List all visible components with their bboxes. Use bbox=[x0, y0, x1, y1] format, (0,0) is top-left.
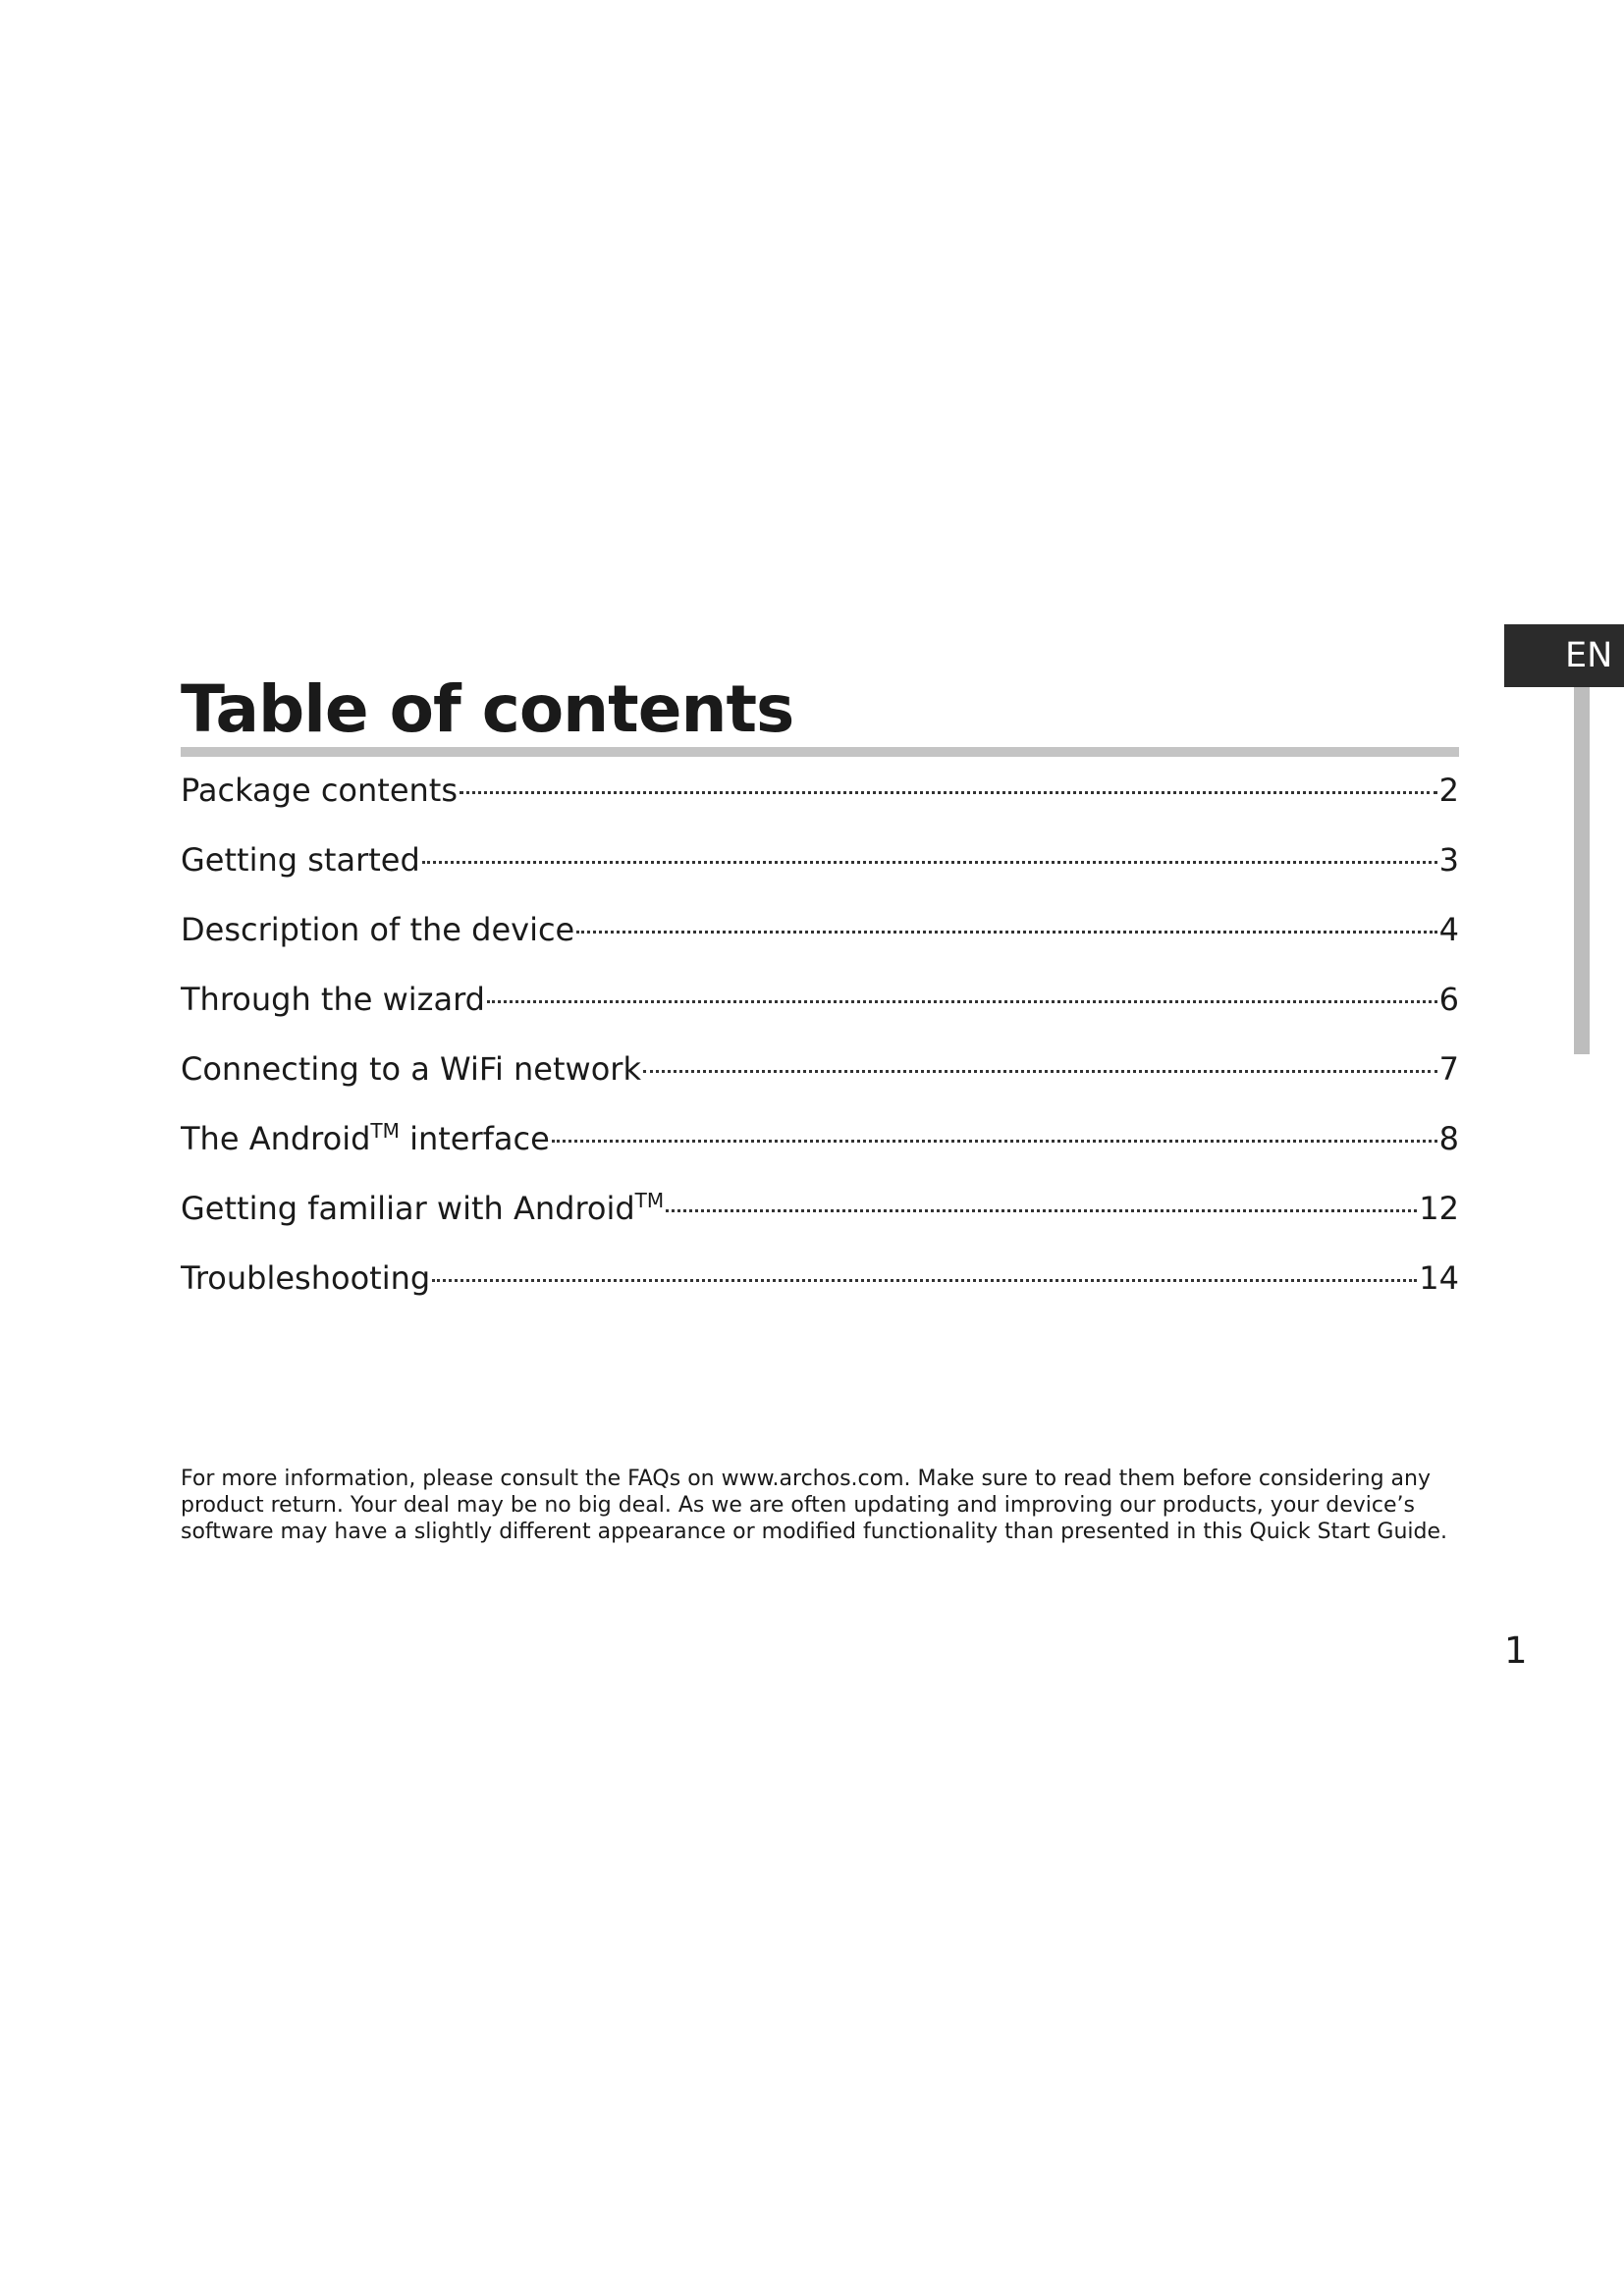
side-marker-bar bbox=[1574, 687, 1590, 1054]
title-divider bbox=[181, 747, 1459, 757]
toc-dot-leader bbox=[666, 1209, 1417, 1212]
toc-entry-description-of-the-device[interactable] bbox=[181, 907, 1459, 977]
toc-entry-through-the-wizard[interactable] bbox=[181, 977, 1459, 1046]
toc-entry-page: 12 bbox=[1419, 1190, 1459, 1227]
toc-entry-label-text: Getting familiar with Android bbox=[181, 1190, 635, 1227]
toc-dot-leader bbox=[487, 1000, 1437, 1003]
language-tab-label: EN bbox=[1565, 636, 1613, 675]
toc-dot-leader bbox=[643, 1070, 1437, 1073]
toc-entry-page: 6 bbox=[1438, 981, 1459, 1018]
page-title: Table of contents bbox=[181, 671, 794, 747]
toc-dot-leader bbox=[552, 1140, 1437, 1143]
toc-entry-label bbox=[181, 1116, 550, 1161]
toc-entry-getting-started[interactable] bbox=[181, 837, 1459, 907]
toc-entry-page: 4 bbox=[1438, 911, 1459, 948]
toc-entry-label: Troubleshooting bbox=[181, 1259, 431, 1297]
toc-entry-android-interface[interactable] bbox=[181, 1116, 1459, 1186]
toc-entry-package-contents[interactable] bbox=[181, 768, 1459, 837]
toc-entry-page: 2 bbox=[1438, 772, 1459, 809]
toc-entry-label-text: The Android bbox=[181, 1120, 371, 1157]
toc-entry-label: Description of the device bbox=[181, 911, 575, 948]
info-footnote: For more information, please consult the FAQs on www.archos.com. Make sure to read them before considering any product return. Your deal may be no big deal. As we are often updating and improving our products, your device’s software may have a slightly different appearance or modified functionality than presented in this Quick Start Guide. bbox=[181, 1467, 1447, 1544]
toc-entry-page: 14 bbox=[1419, 1259, 1459, 1297]
page-number: 1 bbox=[1504, 1629, 1528, 1672]
toc-dot-leader bbox=[432, 1279, 1417, 1282]
trademark-mark: TM bbox=[634, 1189, 665, 1212]
toc-entry-connecting-to-wifi[interactable] bbox=[181, 1046, 1459, 1116]
toc-entry-page: 3 bbox=[1438, 841, 1459, 879]
toc-entry-getting-familiar-with-android[interactable] bbox=[181, 1186, 1459, 1255]
language-tab bbox=[1504, 624, 1624, 687]
toc-list bbox=[181, 768, 1459, 1325]
toc-entry-label: Getting started bbox=[181, 841, 420, 879]
toc-entry-label-suffix: interface bbox=[399, 1120, 550, 1157]
toc-dot-leader bbox=[422, 861, 1437, 864]
toc-entry-page: 8 bbox=[1438, 1120, 1459, 1157]
toc-dot-leader bbox=[576, 931, 1436, 934]
toc-entry-label: Through the wizard bbox=[181, 981, 485, 1018]
toc-entry-label bbox=[181, 1186, 664, 1231]
toc-entry-label: Connecting to a WiFi network bbox=[181, 1050, 641, 1088]
toc-entry-label: Package contents bbox=[181, 772, 458, 809]
toc-entry-page: 7 bbox=[1438, 1050, 1459, 1088]
toc-entry-troubleshooting[interactable] bbox=[181, 1255, 1459, 1325]
trademark-mark: TM bbox=[370, 1119, 400, 1143]
toc-dot-leader bbox=[460, 791, 1437, 794]
